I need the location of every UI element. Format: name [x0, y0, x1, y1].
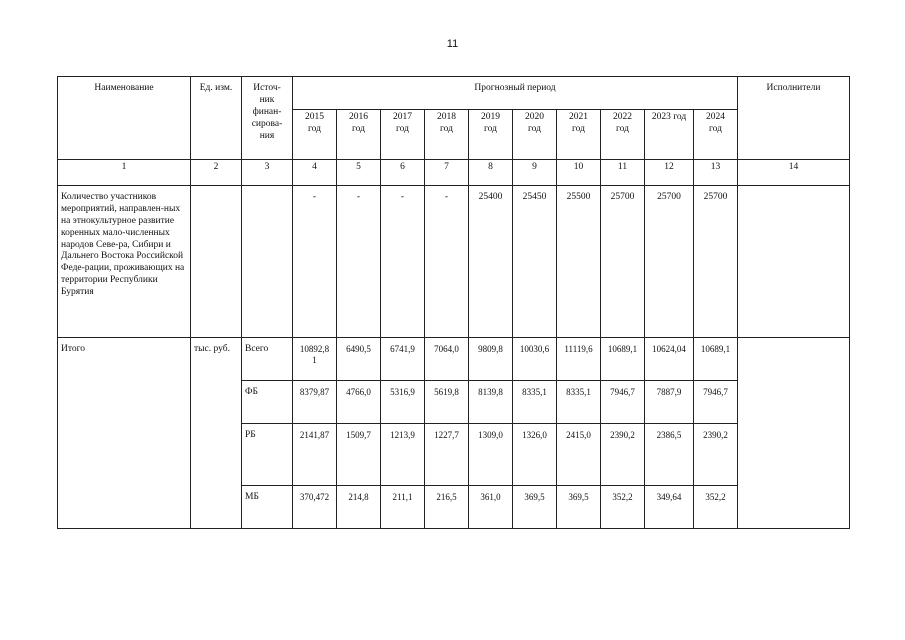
- year-2020: 2020 год: [513, 110, 557, 160]
- amount-cell: 5316,9: [381, 381, 425, 424]
- amount-cell: 216,5: [425, 486, 469, 529]
- amount-cell: 4766,0: [337, 381, 381, 424]
- amount-cell: 6490,5: [337, 338, 381, 381]
- indicator-value: -: [425, 186, 469, 338]
- indicator-value: 25700: [694, 186, 738, 338]
- column-number: 5: [337, 160, 381, 186]
- total-name: Итого: [58, 338, 191, 529]
- amount-cell: 1509,7: [337, 424, 381, 486]
- amount-cell: 352,2: [601, 486, 645, 529]
- indicator-executors: [738, 186, 850, 338]
- header-forecast: Прогнозный период: [293, 77, 738, 110]
- column-number: 3: [242, 160, 293, 186]
- amount-cell: 370,472: [293, 486, 337, 529]
- column-number: 10: [557, 160, 601, 186]
- source-label: ФБ: [242, 381, 293, 424]
- year-2015: 2015 год: [293, 110, 337, 160]
- header-name: Наименование: [58, 77, 191, 160]
- year-2019: 2019 год: [469, 110, 513, 160]
- amount-cell: 8335,1: [513, 381, 557, 424]
- column-number: 2: [191, 160, 242, 186]
- amount-cell: 10624,04: [645, 338, 694, 381]
- amount-cell: 2386,5: [645, 424, 694, 486]
- indicator-source: [242, 186, 293, 338]
- column-number: 7: [425, 160, 469, 186]
- amount-cell: 7064,0: [425, 338, 469, 381]
- column-number: 9: [513, 160, 557, 186]
- total-executors: [738, 338, 850, 529]
- indicator-value: 25500: [557, 186, 601, 338]
- amount-cell: 10892,8 1: [293, 338, 337, 381]
- column-number: 14: [738, 160, 850, 186]
- amount-cell: 2141,87: [293, 424, 337, 486]
- header-unit: Ед. изм.: [191, 77, 242, 160]
- year-2024: 2024 год: [694, 110, 738, 160]
- amount-cell: 214,8: [337, 486, 381, 529]
- amount-cell: 7946,7: [601, 381, 645, 424]
- amount-cell: 369,5: [513, 486, 557, 529]
- amount-cell: 369,5: [557, 486, 601, 529]
- header-executors: Исполнители: [738, 77, 850, 160]
- year-2021: 2021 год: [557, 110, 601, 160]
- year-2022: 2022 год: [601, 110, 645, 160]
- amount-cell: 10689,1: [601, 338, 645, 381]
- amount-cell: 2415,0: [557, 424, 601, 486]
- amount-cell: 349,64: [645, 486, 694, 529]
- amount-cell: 361,0: [469, 486, 513, 529]
- indicator-value: -: [381, 186, 425, 338]
- amount-cell: 2390,2: [601, 424, 645, 486]
- forecast-table: [57, 76, 850, 529]
- column-number: 8: [469, 160, 513, 186]
- amount-cell: 10689,1: [694, 338, 738, 381]
- source-label: Всего: [242, 338, 293, 381]
- indicator-value: 25450: [513, 186, 557, 338]
- amount-cell: 211,1: [381, 486, 425, 529]
- amount-cell: 352,2: [694, 486, 738, 529]
- indicator-value: -: [337, 186, 381, 338]
- indicator-value: 25700: [601, 186, 645, 338]
- amount-cell: 9809,8: [469, 338, 513, 381]
- amount-cell: 10030,6: [513, 338, 557, 381]
- amount-cell: 1213,9: [381, 424, 425, 486]
- column-number: 13: [694, 160, 738, 186]
- amount-cell: 8379,87: [293, 381, 337, 424]
- year-2023: 2023 год: [645, 110, 694, 160]
- amount-cell: 8335,1: [557, 381, 601, 424]
- source-label: МБ: [242, 486, 293, 529]
- indicator-value: -: [293, 186, 337, 338]
- indicator-value: 25700: [645, 186, 694, 338]
- amount-cell: 11119,6: [557, 338, 601, 381]
- year-2017: 2017 год: [381, 110, 425, 160]
- indicator-value: 25400: [469, 186, 513, 338]
- amount-cell: 7946,7: [694, 381, 738, 424]
- header-source: Источ- ник финан- сирова- ния: [242, 77, 293, 160]
- page-number: 11: [446, 38, 459, 50]
- total-unit: тыс. руб.: [191, 338, 242, 529]
- amount-cell: 5619,8: [425, 381, 469, 424]
- column-number: 11: [601, 160, 645, 186]
- amount-cell: 2390,2: [694, 424, 738, 486]
- amount-cell: 8139,8: [469, 381, 513, 424]
- indicator-name: Количество участников мероприятий, направлен-ных на этнокультурное развитие коренных мало-численных народов Севе-ра, Сибири и Дальнего Востока Российской Феде-рации, проживающих на территории Республики Бурятия: [58, 186, 191, 338]
- total-row-vsego: [58, 338, 850, 381]
- column-number: 12: [645, 160, 694, 186]
- amount-cell: 1227,7: [425, 424, 469, 486]
- amount-cell: 1309,0: [469, 424, 513, 486]
- year-2016: 2016 год: [337, 110, 381, 160]
- year-2018: 2018 год: [425, 110, 469, 160]
- column-number: 6: [381, 160, 425, 186]
- source-label: РБ: [242, 424, 293, 486]
- column-numbers-row: [58, 160, 850, 186]
- amount-cell: 6741,9: [381, 338, 425, 381]
- indicator-row: [58, 186, 850, 338]
- column-number: 4: [293, 160, 337, 186]
- amount-cell: 7887,9: [645, 381, 694, 424]
- amount-cell: 1326,0: [513, 424, 557, 486]
- column-number: 1: [58, 160, 191, 186]
- indicator-unit: [191, 186, 242, 338]
